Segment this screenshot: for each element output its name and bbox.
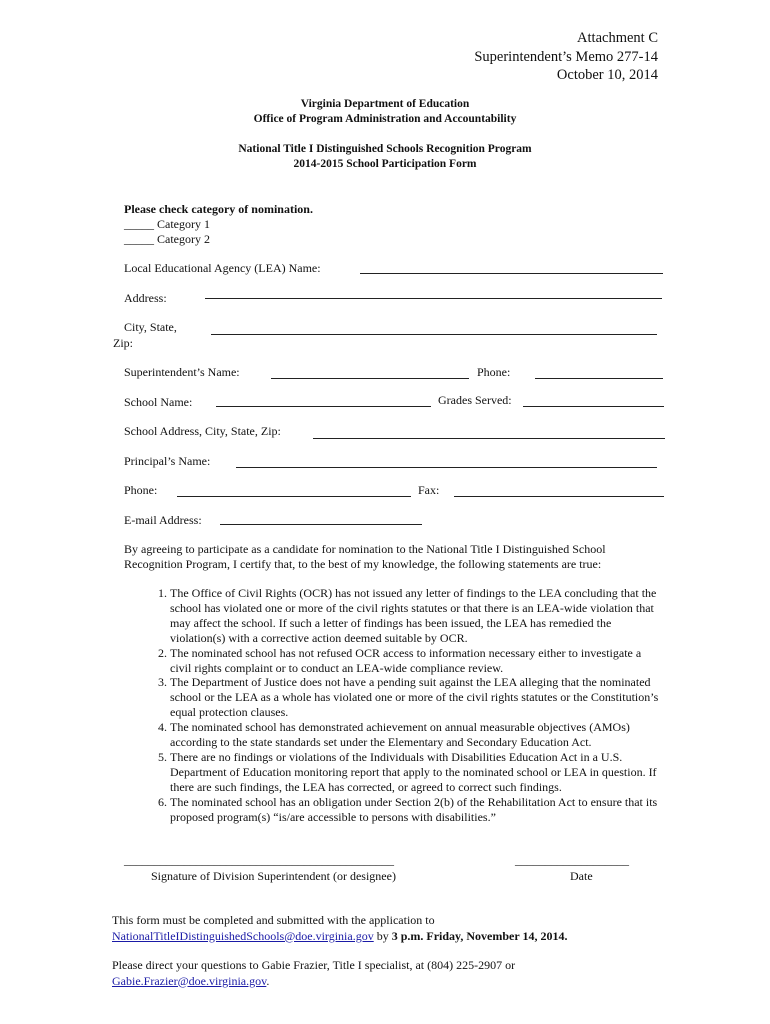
memo-label: Superintendent’s Memo 277-14: [474, 48, 658, 65]
certification-item: 1. The Office of Civil Rights (OCR) has not issued any letter of findings to the LEA concluding that the school has violated one or more of the civil rights statutes or that there is an LEA-wide violation that may affect the school. If such a letter of findings has been issued, the LEA has remedied the violation(s) with a corrective action deemed suitable by OCR.: [170, 586, 660, 646]
submission-instructions: [112, 913, 568, 944]
signature-label: Signature of Division Superintendent (or designee): [151, 869, 396, 883]
lea-name-field[interactable]: [360, 273, 663, 274]
fax-label: Fax:: [418, 483, 440, 497]
certification-item: 4. The nominated school has demonstrated achievement on annual measurable objectives (AMOs) according to the state standards set under the Elementary and Secondary Education Act.: [170, 720, 660, 750]
date-label: Date: [570, 869, 593, 883]
submission-text: This form must be completed and submitted with the application to: [112, 913, 435, 927]
questions-text: Please direct your questions to Gabie Frazier, Title I specialist, at (804) 225-2907 or: [112, 958, 516, 972]
grades-served-field[interactable]: [523, 406, 664, 407]
category-2-option[interactable]: _____ Category 2: [124, 232, 210, 246]
program-title: National Title I Distinguished Schools Recognition Program: [238, 143, 532, 155]
category-1-option[interactable]: _____ Category 1: [124, 217, 210, 231]
principal-phone-label: Phone:: [124, 483, 158, 497]
submission-by: by: [373, 928, 392, 943]
org-office: Office of Program Administration and Accountability: [253, 113, 517, 125]
questions-contact: [112, 958, 515, 989]
phone-label: Phone:: [477, 365, 511, 379]
principal-phone-field[interactable]: [177, 496, 411, 497]
submission-deadline: 3 p.m. Friday, November 14, 2014.: [391, 928, 568, 943]
fax-field[interactable]: [454, 496, 664, 497]
submission-email-link[interactable]: NationalTitleIDistinguishedSchools@doe.virginia.gov: [112, 928, 374, 943]
category-heading: Please check category of nomination.: [124, 202, 313, 216]
superintendent-field[interactable]: [271, 378, 469, 379]
address-label: Address:: [124, 291, 167, 305]
certification-intro: By agreeing to participate as a candidate for nomination to the National Title I Distinguished School Recognition Program, I certify that, to the best of my knowledge, the following statements are true:: [124, 542, 606, 571]
principal-field[interactable]: [236, 467, 657, 468]
questions-end: .: [266, 973, 270, 988]
certification-item: 5. There are no findings or violations of the Individuals with Disabilities Education Act in a U.S. Department of Education monitoring report that apply to the nominated school or LEA in question. If there are such findings, the LEA has corrected, or agreed to correct such findings.: [170, 750, 660, 795]
zip-label: Zip:: [113, 336, 133, 350]
contact-email-link[interactable]: Gabie.Frazier@doe.virginia.gov: [112, 973, 267, 988]
school-name-label: School Name:: [124, 395, 193, 409]
certification-item: 2. The nominated school has not refused OCR access to information necessary either to investigate a civil rights complaint or to conduct an LEA-wide compliance review.: [170, 646, 660, 676]
city-state-zip-field[interactable]: [211, 334, 657, 335]
superintendent-label: Superintendent’s Name:: [124, 365, 240, 379]
org-name: Virginia Department of Education: [300, 98, 470, 110]
certification-list: [146, 586, 660, 825]
city-state-label: City, State,: [124, 320, 177, 334]
memo-date: October 10, 2014: [556, 67, 658, 83]
grades-served-label: Grades Served:: [438, 393, 512, 407]
address-field[interactable]: [205, 298, 662, 299]
lea-name-label: Local Educational Agency (LEA) Name:: [124, 261, 321, 275]
superintendent-phone-field[interactable]: [535, 378, 663, 379]
certification-item: 3. The Department of Justice does not have a pending suit against the LEA alleging that the nominated school or the LEA as a whole has violated one or more of the civil rights statutes or the Constitution’s equal protection clauses.: [170, 675, 660, 720]
form-title: 2014-2015 School Participation Form: [293, 158, 477, 170]
school-address-label: School Address, City, State, Zip:: [124, 424, 281, 438]
date-line[interactable]: ___________________: [515, 853, 629, 867]
signature-line[interactable]: _____________________________________________: [124, 853, 394, 867]
certification-item: 6. The nominated school has an obligation under Section 2(b) of the Rehabilitation Act to ensure that its proposed program(s) “is/are accessible to persons with disabilities.”: [170, 795, 660, 825]
principal-label: Principal’s Name:: [124, 454, 211, 468]
school-name-field[interactable]: [216, 406, 431, 407]
email-field[interactable]: [220, 524, 422, 525]
attachment-label: Attachment C: [577, 30, 658, 46]
school-address-field[interactable]: [313, 438, 665, 439]
email-label: E-mail Address:: [124, 513, 202, 527]
attachment-header: [474, 29, 658, 85]
